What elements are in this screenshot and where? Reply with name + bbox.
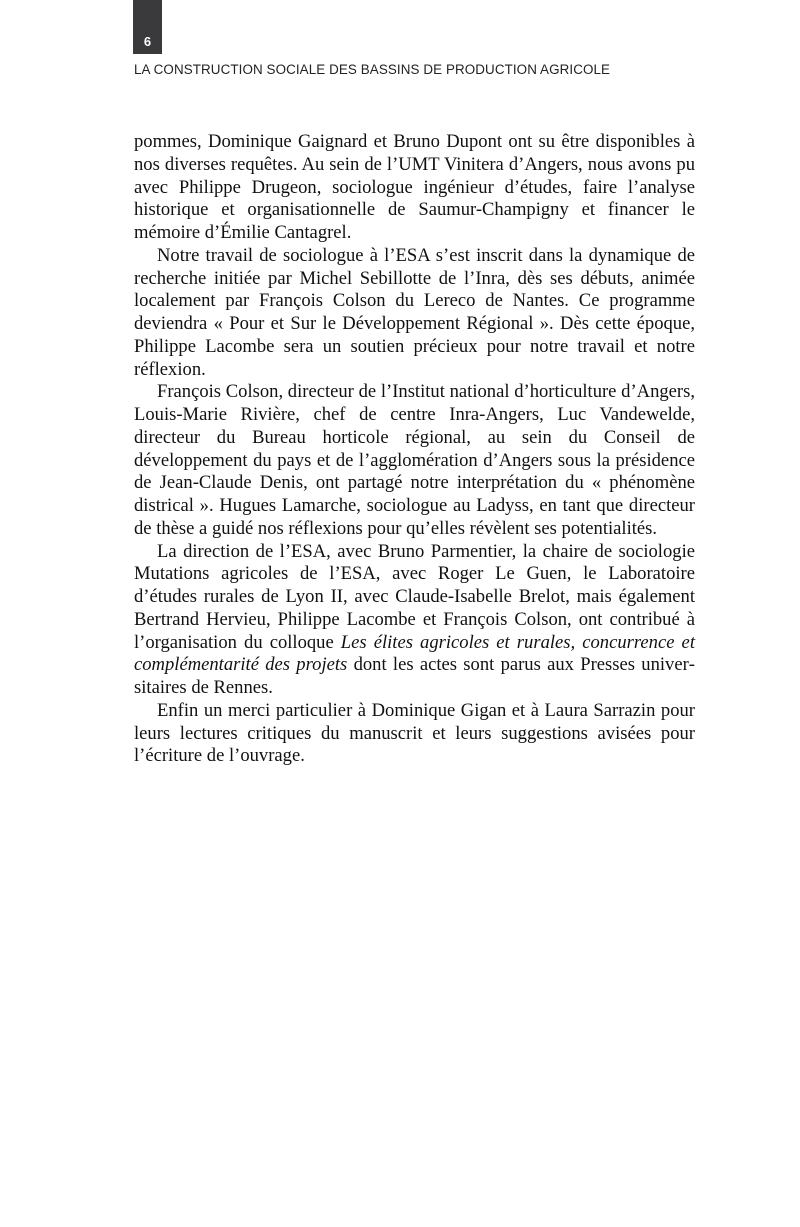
- paragraph-2: Notre travail de sociologue à l’ESA s’est inscrit dans la dynamique de recherche initiée par Michel Sebillotte de l’Inra, dès ses débuts, animée localement par François Colson du Lereco de Nantes. Ce programme deviendra « Pour et Sur le Développement Régional ». Dès cette époque, Philippe Lacombe sera un soutien précieux pour notre travail et notre réflexion.: [134, 244, 695, 380]
- paragraph-4: [134, 541, 695, 700]
- page-number-tab: [133, 0, 162, 54]
- page-number: 6: [143, 34, 152, 49]
- paragraph-3: François Colson, directeur de l’Institut national d’horticulture d’Angers, Louis-Marie Rivière, chef de centre Inra-Angers, Luc Vandewelde, directeur du Bureau horticole régional, au sein du Conseil de développement du pays et de l’agglomération d’Angers sous la présidence de Jean-Claude Denis, ont partagé notre interprétation du « phénomène districal ». Hugues Lamarche, sociologue au Ladyss, en tant que directeur de thèse a guidé nos réflexions pour qu’elles révèlent ses potentialités.: [134, 381, 695, 539]
- running-header: LA CONSTRUCTION SOCIALE DES BASSINS DE PRODUCTION AGRICOLE: [134, 62, 611, 77]
- paragraph-1: pommes, Dominique Gaignard et Bruno Dupont ont su être disponibles à nos diverses requêtes. Au sein de l’UMT Vinitera d’Angers, nous avons pu avec Philippe Drugeon, sociologue ingénieur d’études, faire l’analyse historique et organisationnelle de Saumur-Champigny et financer le mémoire d’Émilie Cantagrel.: [134, 131, 695, 243]
- paragraph-5: Enfin un merci particulier à Dominique Gigan et à Laura Sarrazin pour leurs lectures critiques du manuscrit et leurs suggestions avisées pour l’écriture de l’ouvrage.: [134, 699, 695, 767]
- colloquium-title: Les élites agricoles et rurales, concurrence et complémentarité des projets: [134, 631, 695, 676]
- paragraph-4-text-after: dont les actes sont parus aux Presses universitaires de Rennes.: [134, 654, 695, 698]
- paragraph-4-text-before: La direction de l’ESA, avec Bruno Parmentier, la chaire de sociologie Mutations agricoles de l’ESA, avec Roger Le Guen, le Laboratoire d’études rurales de Lyon II, avec Claude-Isabelle Brelot, mais également Bertrand Hervieu, Philippe Lacombe et François Colson, ont contribué à l’organisation du colloque: [134, 540, 695, 653]
- body-text: [134, 131, 695, 768]
